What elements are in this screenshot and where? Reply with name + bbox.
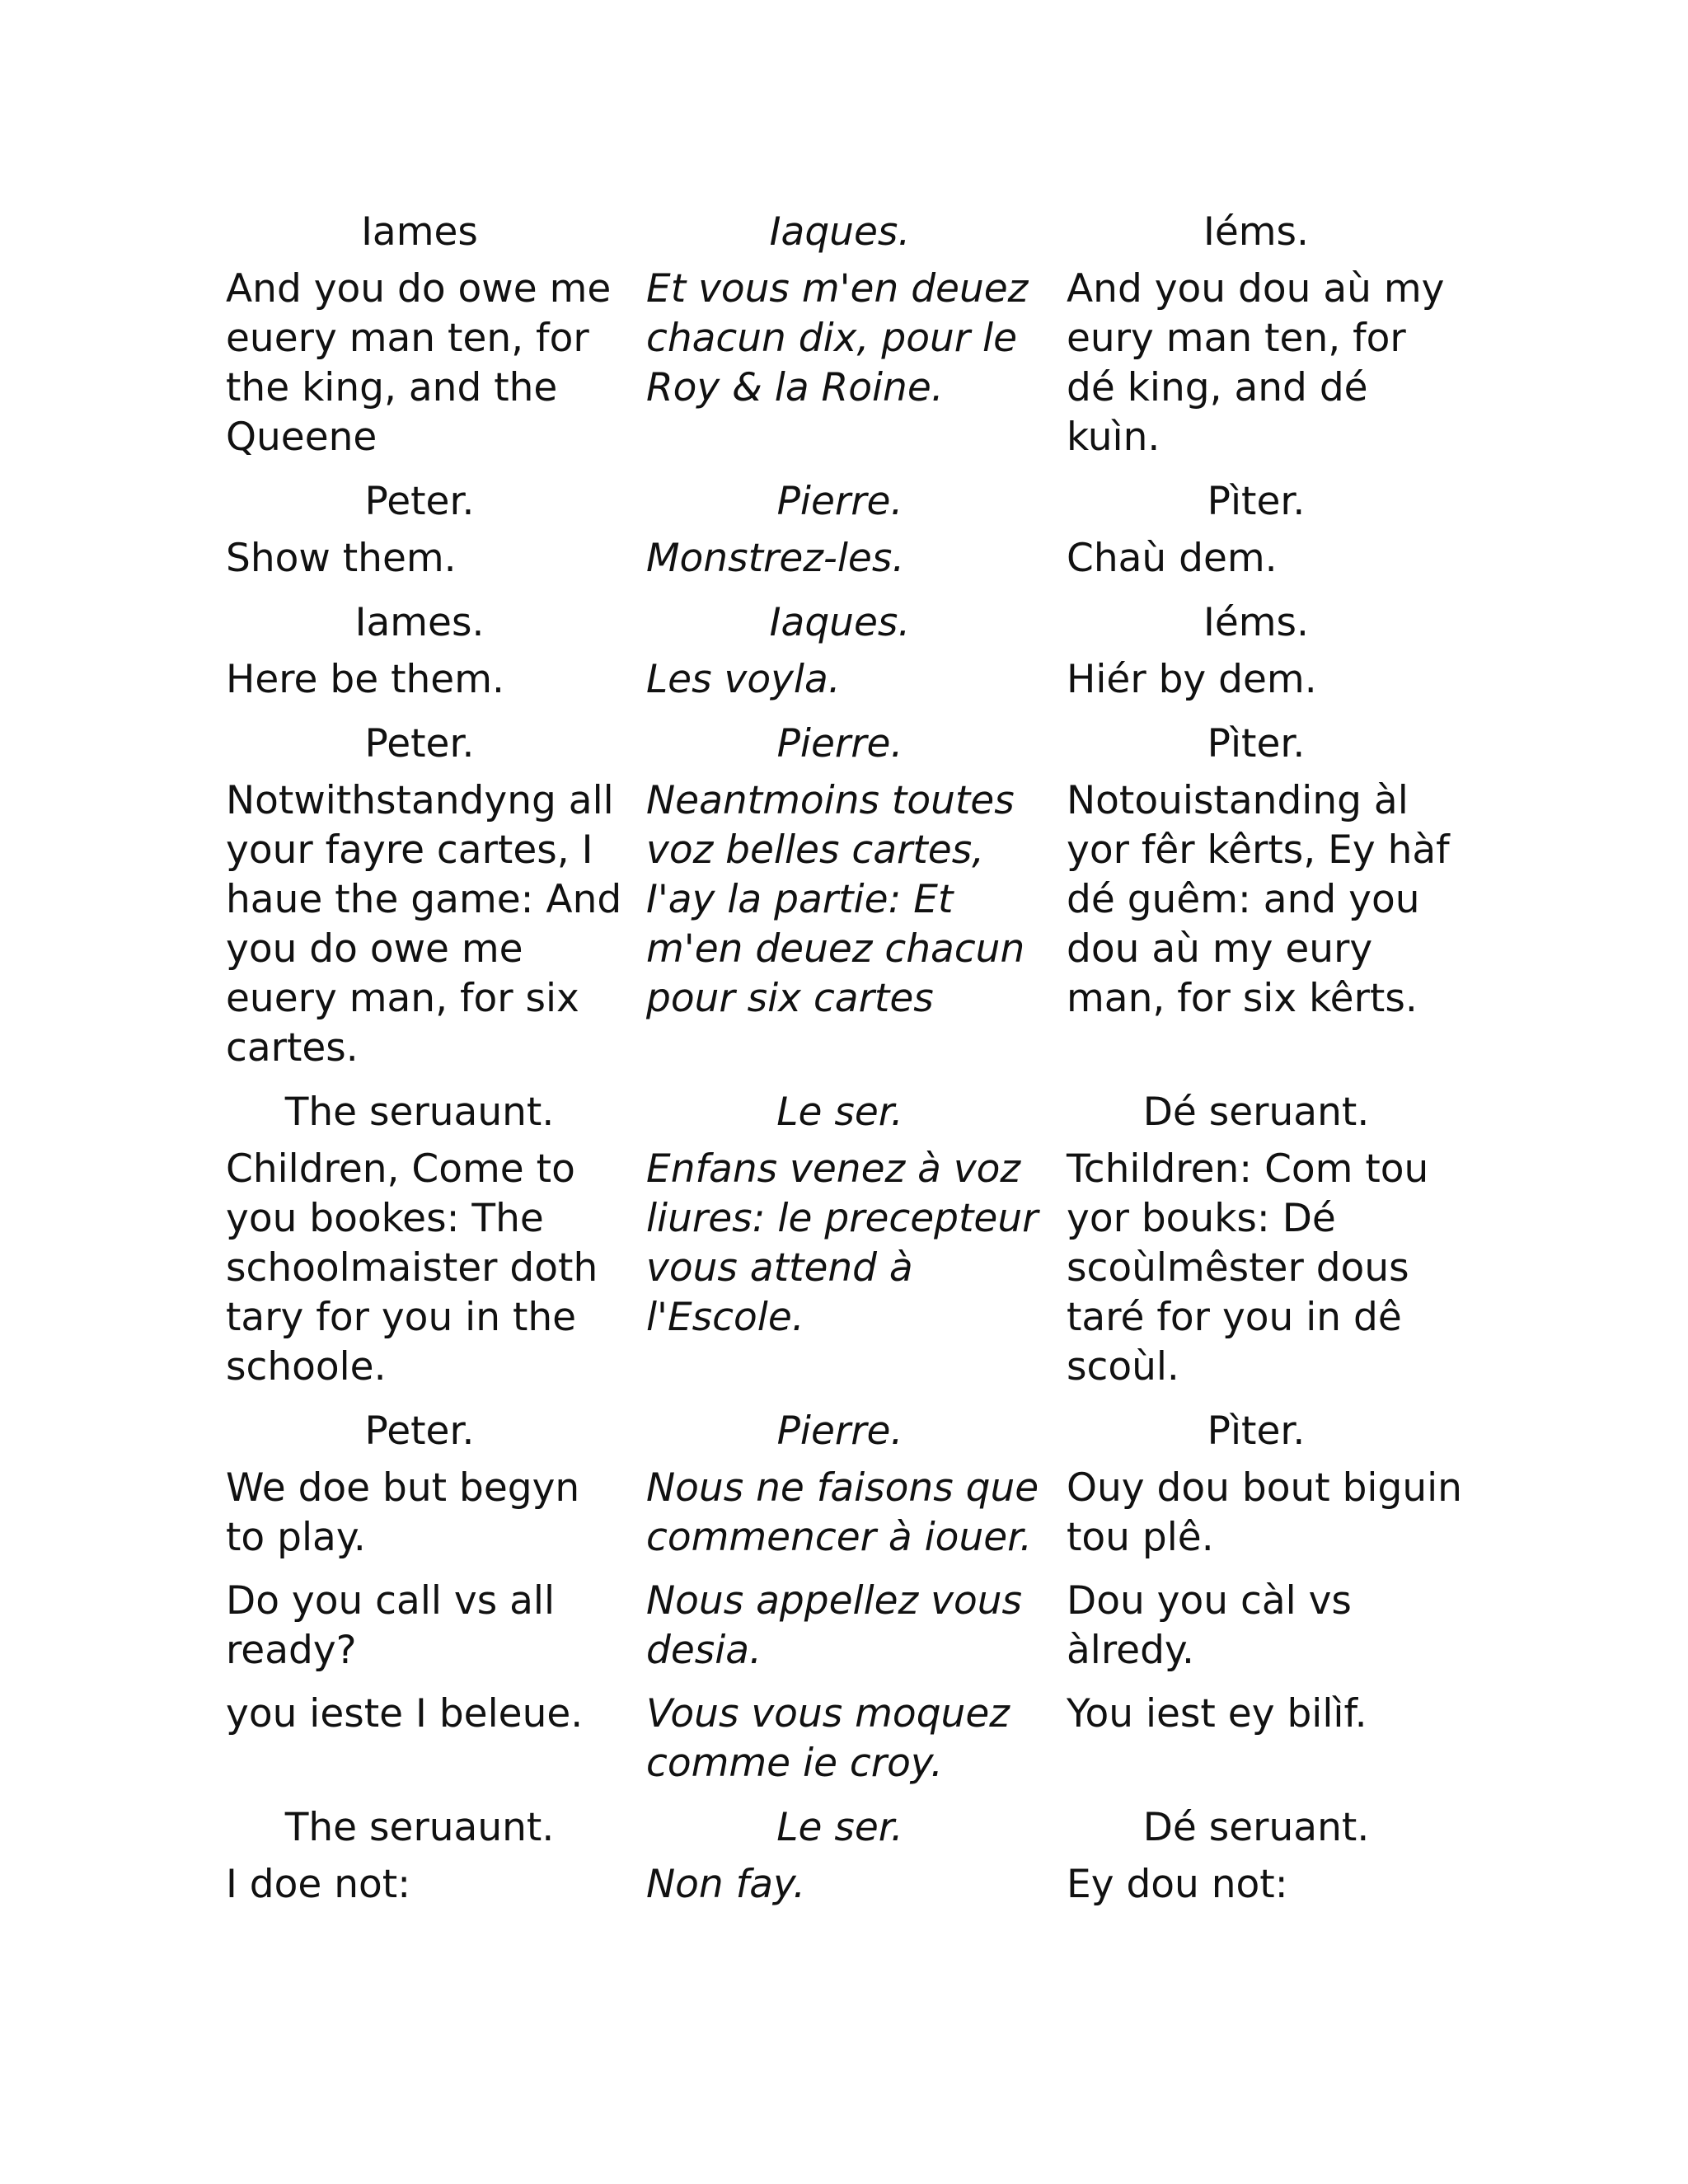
dialogue-line: [226, 1690, 1479, 1788]
line-english: And you do owe me euery man ten, for the king, and the Queene: [226, 266, 612, 460]
speaker-row: [226, 1803, 1479, 1853]
line-english: Do you call vs all ready?: [226, 1578, 556, 1673]
speaker-english: Iames: [361, 209, 478, 255]
speaker-row: [226, 208, 1479, 257]
speaker-phonetic: Dé seruant.: [1142, 1090, 1370, 1135]
dialogue-line: [226, 1145, 1479, 1392]
dialogue-line: [226, 776, 1479, 1073]
line-phonetic: And you dou aù my eury man ten, for dé king, and dé kuìn.: [1067, 266, 1445, 460]
speaker-english: The seruaunt.: [284, 1090, 555, 1135]
line-english: you ieste I beleue.: [226, 1691, 584, 1736]
speaker-phonetic: Dé seruant.: [1142, 1805, 1370, 1850]
line-phonetic: Notouistanding àl yor fêr kêrts, Ey hàf dé guêm: and you dou aù my eury man, for six kêrts.: [1067, 778, 1450, 1021]
dialogue-line: [226, 534, 1479, 583]
line-english: Show them.: [226, 536, 457, 581]
speaker-english: Peter.: [364, 1408, 475, 1454]
line-english: Here be them.: [226, 657, 504, 702]
line-french: Nous appellez vous desia.: [646, 1578, 1023, 1673]
line-english: We doe but begyn to play.: [226, 1465, 580, 1560]
line-phonetic: You iest ey bilìf.: [1067, 1691, 1367, 1736]
speaker-french: Iaques.: [769, 600, 911, 645]
line-english: Notwithstandyng all your fayre cartes, I haue the game: And you do owe me euery man, for six cartes.: [226, 778, 622, 1071]
speaker-phonetic: Pìter.: [1207, 1408, 1306, 1454]
line-french: Et vous m'en deuez chacun dix, pour le Roy & la Roine.: [646, 266, 1029, 410]
speaker-row: [226, 598, 1479, 648]
speaker-english: The seruaunt.: [284, 1805, 555, 1850]
speaker-french: Pierre.: [776, 479, 903, 524]
line-french: Neantmoins toutes voz belles cartes, I'ay la partie: Et m'en deuez chacun pour six cartes: [646, 778, 1025, 1021]
line-french: Les voyla.: [646, 657, 841, 702]
line-phonetic: Ouy dou bout biguin tou plê.: [1067, 1465, 1462, 1560]
speaker-row: [226, 1407, 1479, 1456]
speaker-english: Iames.: [354, 600, 485, 645]
speaker-phonetic: Iéms.: [1203, 209, 1309, 255]
speaker-row: [226, 1088, 1479, 1137]
line-french: Monstrez-les.: [646, 536, 905, 581]
speaker-row: [226, 719, 1479, 769]
line-phonetic: Chaù dem.: [1067, 536, 1278, 581]
trilingual-dialogue: [226, 208, 1479, 1924]
line-english: Children, Come to you bookes: The schoolmaister doth tary for you in the schoole.: [226, 1146, 598, 1390]
speaker-row: [226, 477, 1479, 527]
speaker-phonetic: Pìter.: [1207, 479, 1306, 524]
speaker-french: Pierre.: [776, 1408, 903, 1454]
line-french: Non fay.: [646, 1862, 806, 1907]
speaker-phonetic: Pìter.: [1207, 721, 1306, 766]
dialogue-line: [226, 1577, 1479, 1675]
speaker-french: Le ser.: [776, 1805, 903, 1850]
line-phonetic: Ey dou not:: [1067, 1862, 1288, 1907]
dialogue-line: [226, 1860, 1479, 1910]
line-french: Nous ne faisons que commencer à iouer.: [646, 1465, 1039, 1560]
line-french: Vous vous moquez comme ie croy.: [646, 1691, 1010, 1786]
line-english: I doe not:: [226, 1862, 411, 1907]
speaker-french: Le ser.: [776, 1090, 903, 1135]
dialogue-line: [226, 265, 1479, 462]
speaker-french: Pierre.: [776, 721, 903, 766]
speaker-french: Iaques.: [769, 209, 911, 255]
dialogue-line: [226, 1464, 1479, 1563]
speaker-english: Peter.: [364, 479, 475, 524]
line-phonetic: Dou you càl vs àlredy.: [1067, 1578, 1352, 1673]
line-phonetic: Hiér by dem.: [1067, 657, 1317, 702]
line-phonetic: Tchildren: Com tou yor bouks: Dé scoùlmêster dous taré for you in dê scoùl.: [1067, 1146, 1429, 1390]
line-french: Enfans venez à voz liures: le precepteur vous attend à l'Escole.: [646, 1146, 1039, 1340]
dialogue-line: [226, 655, 1479, 705]
speaker-phonetic: Iéms.: [1203, 600, 1309, 645]
speaker-english: Peter.: [364, 721, 475, 766]
